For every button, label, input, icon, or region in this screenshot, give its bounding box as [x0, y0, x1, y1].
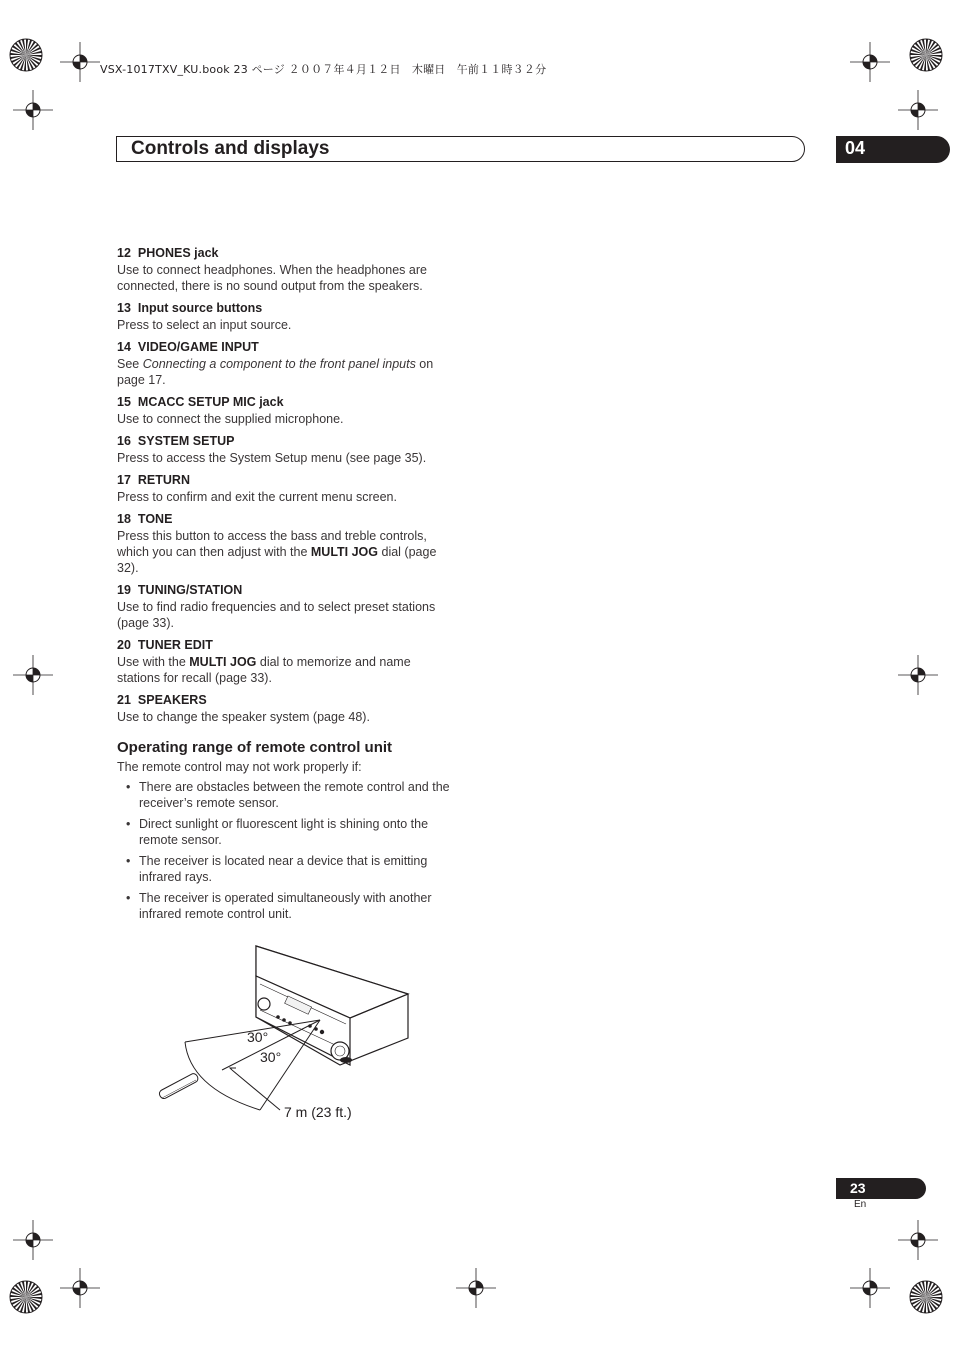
item-description — [117, 411, 453, 427]
item-text-segment: Press this button to access the bass and treble controls, which you can then adjust with the — [117, 529, 427, 559]
remote-range-diagram — [150, 938, 420, 1128]
item-number: 12 — [117, 246, 131, 260]
item-text-segment: MULTI JOG — [189, 655, 257, 669]
item-text-segment: Use to change the speaker system (page 48). — [117, 710, 370, 724]
item-description — [117, 450, 453, 466]
item-20 — [117, 637, 453, 686]
item-heading — [117, 300, 453, 317]
item-title: TUNER EDIT — [137, 638, 213, 652]
bullet-list — [117, 779, 453, 922]
item-text-segment: Use to connect the supplied microphone. — [117, 412, 344, 426]
bullet-item — [117, 779, 453, 811]
chapter-title-bar — [116, 136, 805, 162]
item-heading — [117, 339, 453, 356]
item-title: MCACC SETUP MIC jack — [137, 395, 284, 409]
registration-mark-icon — [898, 90, 938, 130]
item-heading — [117, 394, 453, 411]
item-title: SYSTEM SETUP — [137, 434, 235, 448]
registration-mark-icon — [456, 1268, 496, 1308]
item-12 — [117, 245, 453, 294]
registration-mark-icon — [898, 1220, 938, 1260]
bullet-item — [117, 853, 453, 885]
print-header: VSX-1017TXV_KU.book 23 ページ ２００７年４月１２日 木曜日 午前１１時３２分 — [100, 63, 547, 76]
item-13 — [117, 300, 453, 333]
content-column — [117, 245, 453, 927]
item-title: TONE — [137, 512, 173, 526]
bullet-text: The receiver is located near a device that is emitting infrared rays. — [139, 854, 428, 884]
item-title: Input source buttons — [137, 301, 263, 315]
registration-mark-icon — [850, 42, 890, 82]
item-text-segment: dial (page 32). — [117, 545, 437, 575]
page-number-tab — [836, 1178, 926, 1199]
page-language: En — [854, 1199, 867, 1210]
items-list — [117, 245, 453, 725]
item-text-segment: MULTI JOG — [310, 545, 379, 559]
item-heading — [117, 692, 453, 709]
page-number: 23 — [850, 1180, 866, 1196]
bullet-dot-icon: • — [126, 854, 131, 868]
item-18 — [117, 511, 453, 576]
item-21 — [117, 692, 453, 725]
page-title: Controls and displays — [131, 138, 330, 159]
print-rosette-icon — [8, 37, 44, 73]
item-heading — [117, 245, 453, 262]
bullet-dot-icon: • — [126, 780, 131, 794]
item-text-segment: Press to confirm and exit the current menu screen. — [117, 490, 397, 504]
item-description — [117, 528, 453, 576]
bullet-text: Direct sunlight or fluorescent light is shining onto the remote sensor. — [139, 817, 429, 847]
section-title: Operating range of remote control unit — [117, 739, 393, 756]
item-text-segment: Use to find radio frequencies and to select preset stations (page 33). — [117, 600, 436, 630]
item-text-segment: dial to memorize and name stations for recall (page 33). — [117, 655, 411, 685]
item-title: TUNING/STATION — [137, 583, 243, 597]
item-number: 19 — [117, 583, 131, 597]
item-title: VIDEO/GAME INPUT — [137, 340, 259, 354]
item-description — [117, 356, 453, 388]
item-description — [117, 654, 453, 686]
registration-mark-icon — [60, 42, 100, 82]
item-heading — [117, 472, 453, 489]
item-text-segment: Connecting a component to the front panel inputs — [142, 357, 416, 371]
distance-label: 7 m (23 ft.) — [284, 1104, 352, 1120]
print-rosette-icon — [908, 37, 944, 73]
bullet-item — [117, 816, 453, 848]
item-number: 16 — [117, 434, 131, 448]
registration-mark-icon — [898, 655, 938, 695]
receiver-illustration — [256, 946, 408, 1065]
item-description — [117, 489, 453, 505]
item-number: 15 — [117, 395, 131, 409]
item-number: 13 — [117, 301, 131, 315]
item-15 — [117, 394, 453, 427]
item-text-segment: Press to select an input source. — [117, 318, 292, 332]
angle-upper-label: 30° — [247, 1029, 269, 1045]
chapter-tab — [836, 136, 950, 163]
item-description — [117, 262, 453, 294]
angle-lower-label: 30° — [260, 1049, 282, 1065]
registration-mark-icon — [13, 1220, 53, 1260]
print-rosette-icon — [908, 1279, 944, 1315]
section-intro: The remote control may not work properly if: — [117, 760, 362, 774]
bullet-dot-icon: • — [126, 891, 131, 905]
item-description — [117, 709, 453, 725]
item-heading — [117, 582, 453, 599]
item-text-segment: on page 17. — [117, 357, 434, 387]
item-heading — [117, 433, 453, 450]
item-number: 20 — [117, 638, 131, 652]
item-text-segment: Use with the — [117, 655, 190, 669]
item-title: SPEAKERS — [137, 693, 207, 707]
item-description — [117, 599, 453, 631]
item-title: RETURN — [137, 473, 190, 487]
item-number: 17 — [117, 473, 131, 487]
item-number: 21 — [117, 693, 131, 707]
bullet-item — [117, 890, 453, 922]
item-text-segment: Use to connect headphones. When the headphones are connected, there is no sound output from the speakers. — [117, 263, 427, 293]
item-17 — [117, 472, 453, 505]
print-rosette-icon — [8, 1279, 44, 1315]
bullet-dot-icon: • — [126, 817, 131, 831]
item-19 — [117, 582, 453, 631]
item-description — [117, 317, 453, 333]
item-title: PHONES jack — [137, 246, 219, 260]
bullet-text: There are obstacles between the remote control and the receiver’s remote sensor. — [139, 780, 450, 810]
item-text-segment: See — [117, 357, 143, 371]
registration-mark-icon — [13, 655, 53, 695]
registration-mark-icon — [850, 1268, 890, 1308]
registration-mark-icon — [13, 90, 53, 130]
item-16 — [117, 433, 453, 466]
item-number: 14 — [117, 340, 131, 354]
remote-control-illustration — [158, 1072, 199, 1100]
item-text-segment: Press to access the System Setup menu (see page 35). — [117, 451, 427, 465]
item-14 — [117, 339, 453, 388]
item-heading — [117, 511, 453, 528]
item-heading — [117, 637, 453, 654]
bullet-text: The receiver is operated simultaneously with another infrared remote control unit. — [139, 891, 432, 921]
item-number: 18 — [117, 512, 131, 526]
chapter-number: 04 — [845, 138, 866, 158]
registration-mark-icon — [60, 1268, 100, 1308]
